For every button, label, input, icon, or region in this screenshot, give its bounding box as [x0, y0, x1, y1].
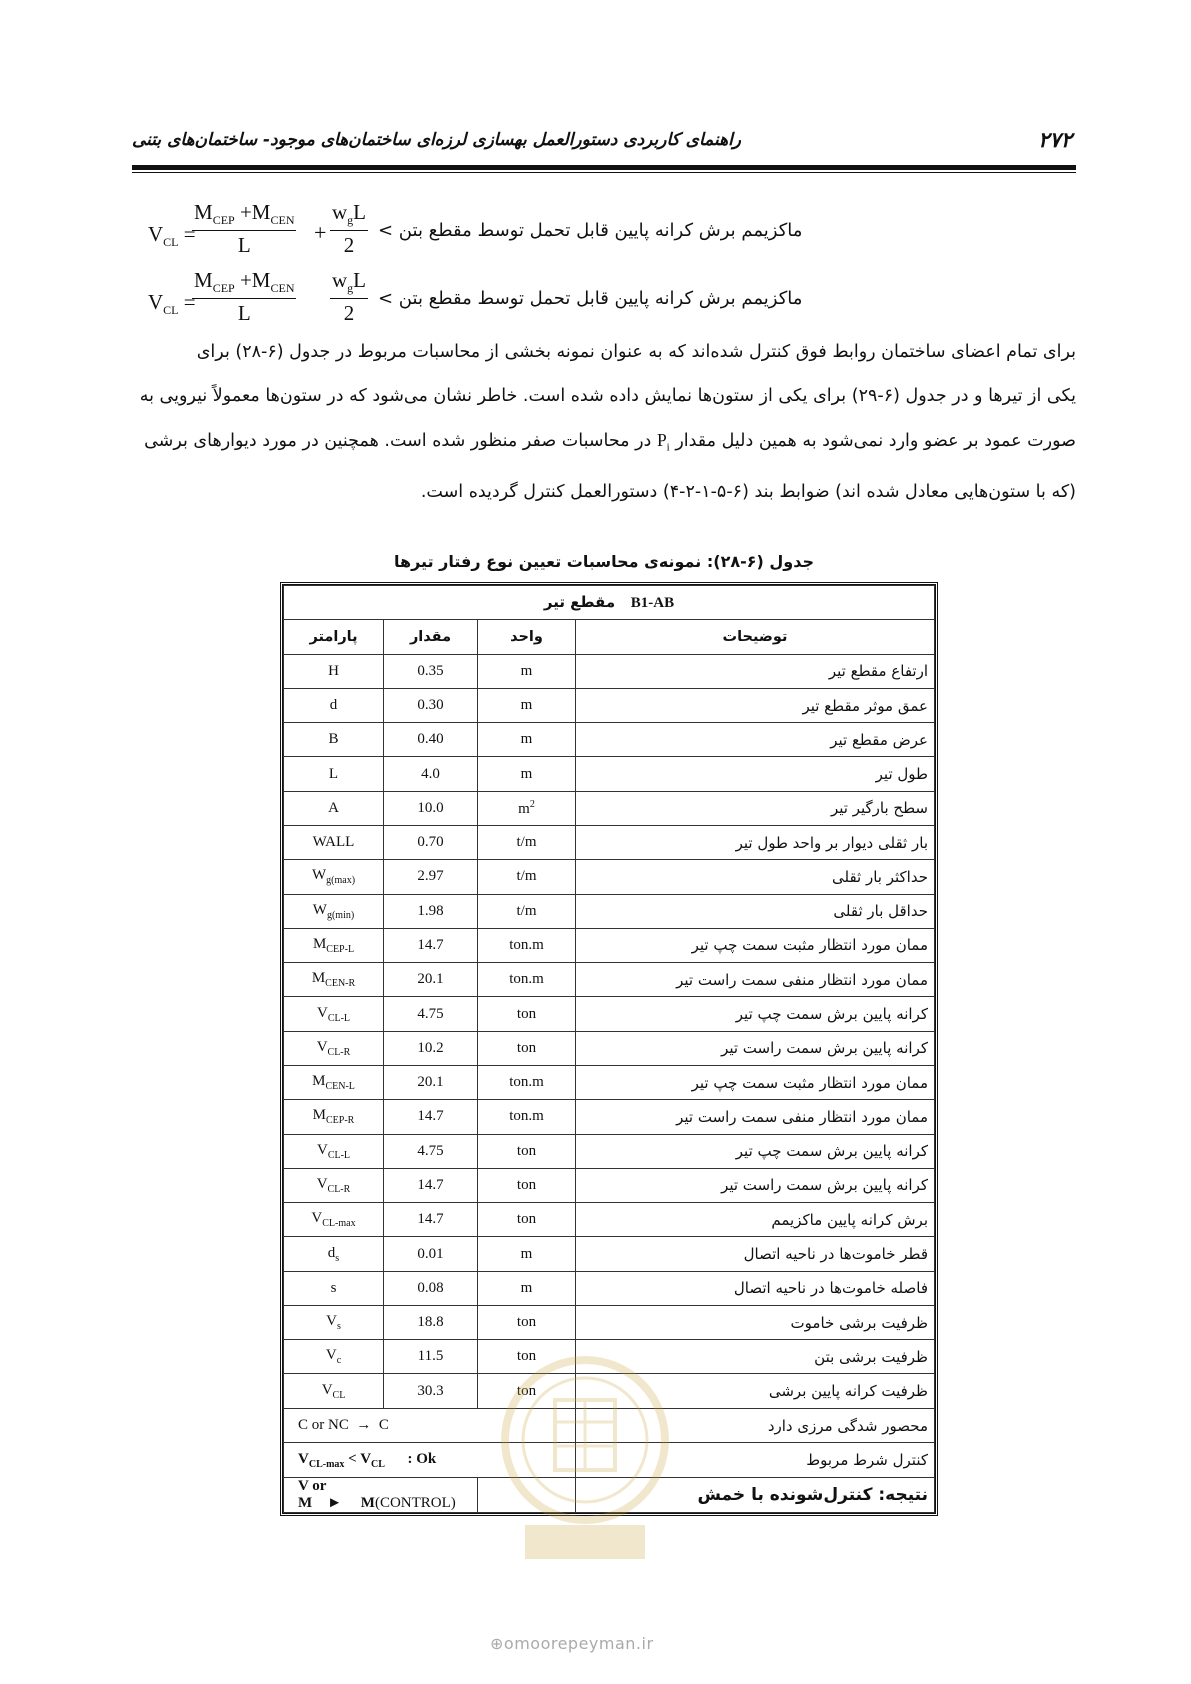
cell-unit: ton.m — [478, 928, 576, 962]
conclusion-desc: نتیجه: کنترل‌شونده با خمش — [576, 1477, 935, 1512]
table-row — [284, 1134, 935, 1168]
page-number: ۲۷۲ — [1038, 128, 1072, 152]
cell-param: $M_{CEP-L}$ — [284, 928, 384, 962]
cell-value: 2.97 — [384, 860, 478, 894]
cell-param: WALL — [284, 825, 384, 859]
cell-value: 14.7 — [384, 1203, 478, 1237]
cell-unit: m — [478, 757, 576, 791]
paragraph-line: یکی از تیرها و در جدول (۶-۲۹) برای یکی از ستون‌ها نمایش داده شده است. خاطر نشان می‌شود که در ستون‌ها معمولاً نیرویی به — [139, 386, 1076, 406]
body-paragraph — [132, 330, 1076, 514]
cell-unit: ton — [478, 1031, 576, 1065]
table-row — [284, 825, 935, 859]
cell-param: $M_{CEP-R}$ — [284, 1100, 384, 1134]
cell-value: 0.30 — [384, 688, 478, 722]
table-row — [284, 1203, 935, 1237]
table-row — [284, 688, 935, 722]
cell-unit: ton — [478, 1340, 576, 1374]
cell-desc: سطح بارگیر تیر — [576, 791, 935, 825]
equation-text: ماکزیمم برش کرانه پایین قابل تحمل توسط مقطع بتن > — [378, 288, 803, 309]
table-row — [284, 1305, 935, 1339]
table-row — [284, 928, 935, 962]
cell-unit: t/m — [478, 825, 576, 859]
cell-unit: m — [478, 688, 576, 722]
equation-text: ماکزیمم برش کرانه پایین قابل تحمل توسط مقطع بتن > — [378, 220, 803, 241]
cell-unit: ton.m — [478, 1065, 576, 1099]
cell-param: B — [284, 723, 384, 757]
cell-value: 10.0 — [384, 791, 478, 825]
equation-fraction-moment: $M_{CEP} +M_{CEN}$ L — [194, 268, 295, 326]
equation-fraction-gravity: $w_gL$ 2 — [332, 268, 366, 326]
cell-param: s — [284, 1271, 384, 1305]
header-rule-thin — [132, 172, 1076, 173]
cell-unit: ton.m — [478, 1100, 576, 1134]
cell-desc: حداکثر بار ثقلی — [576, 860, 935, 894]
cell-param: $M_{CEN-R}$ — [284, 963, 384, 997]
table-row — [284, 654, 935, 688]
table-caption: جدول (۶-۲۸): نمونه‌ی محاسبات تعیین نوع رفتار تیرها — [394, 552, 814, 571]
cell-unit: $m^2$ — [478, 791, 576, 825]
table-section-title: مقطع تیر B1-AB — [284, 586, 935, 620]
cell-unit: ton — [478, 1203, 576, 1237]
equation-2 — [140, 268, 1060, 328]
cell-desc: کرانه پایین برش سمت راست تیر — [576, 1031, 935, 1065]
cell-param: $M_{CEN-L}$ — [284, 1065, 384, 1099]
table-row — [284, 963, 935, 997]
cell-desc: ممان مورد انتظار منفی سمت راست تیر — [576, 1100, 935, 1134]
cell-value: 10.2 — [384, 1031, 478, 1065]
cell-unit: ton — [478, 1168, 576, 1202]
cell-value: 1.98 — [384, 894, 478, 928]
cell-desc: ارتفاع مقطع تیر — [576, 654, 935, 688]
globe-icon: ⊕ — [490, 1634, 504, 1653]
cell-param: $V_{CL}$ — [284, 1374, 384, 1409]
cell-value: 0.35 — [384, 654, 478, 688]
cell-desc: کرانه پایین برش سمت چپ تیر — [576, 997, 935, 1031]
conclusion-cell: V or M ► M(CONTROL) — [284, 1477, 478, 1512]
cell-param: L — [284, 757, 384, 791]
cell-param: $W_{g(max)}$ — [284, 860, 384, 894]
cell-unit: ton.m — [478, 963, 576, 997]
cell-param: A — [284, 791, 384, 825]
cell-desc: عرض مقطع تیر — [576, 723, 935, 757]
paragraph-line: (که با ستون‌هایی معادل شده اند) ضوابط بند (۶-۵-۱-۲-۴) دستورالعمل کنترل گردیده است. — [420, 481, 1076, 502]
paragraph-line: صورت عمود بر عضو وارد نمی‌شود به همین دلیل مقدار $P_i$ در محاسبات صفر منظور شده است. همچنین در مورد دیوارهای برشی — [144, 430, 1076, 454]
cell-value: 20.1 — [384, 963, 478, 997]
cell-param: $V_s$ — [284, 1305, 384, 1339]
cell-value: 11.5 — [384, 1340, 478, 1374]
cell-value: 4.75 — [384, 1134, 478, 1168]
cell-param: $V_{CL-R}$ — [284, 1168, 384, 1202]
cell-param: $d_s$ — [284, 1237, 384, 1271]
cell-desc: برش کرانه پایین ماکزیمم — [576, 1203, 935, 1237]
equation-lhs: $V_{CL}$ = — [148, 290, 196, 318]
cell-value: 14.7 — [384, 928, 478, 962]
cell-value: 0.70 — [384, 825, 478, 859]
cell-desc: کرانه پایین برش سمت راست تیر — [576, 1168, 935, 1202]
cell-value: 0.08 — [384, 1271, 478, 1305]
header-param: پارامتر — [284, 620, 384, 654]
cell-desc: بار ثقلی دیوار بر واحد طول تیر — [576, 825, 935, 859]
cell-unit: t/m — [478, 860, 576, 894]
check-cell: $V_{CL-max} < V_{CL}$ : Ok — [284, 1443, 576, 1477]
header-unit: واحد — [478, 620, 576, 654]
cell-desc: ممان مورد انتظار منفی سمت راست تیر — [576, 963, 935, 997]
equation-fraction-gravity: $w_gL$ 2 — [332, 200, 366, 258]
table-row — [284, 860, 935, 894]
table-row — [284, 1100, 935, 1134]
header-value: مقدار — [384, 620, 478, 654]
table-row — [284, 791, 935, 825]
running-title: راهنمای کاربردی دستورالعمل بهسازی لرزه‌ای ساختمان‌های موجود- ساختمان‌های بتنی — [132, 130, 742, 150]
cell-unit: m — [478, 1237, 576, 1271]
cell-desc: کرانه پایین برش سمت چپ تیر — [576, 1134, 935, 1168]
cell-value: 0.01 — [384, 1237, 478, 1271]
cell-param: d — [284, 688, 384, 722]
cell-value: 14.7 — [384, 1100, 478, 1134]
cell-value: 30.3 — [384, 1374, 478, 1409]
cell-value: 14.7 — [384, 1168, 478, 1202]
cell-desc: قطر خاموت‌ها در ناحیه اتصال — [576, 1237, 935, 1271]
table-row — [284, 1340, 935, 1374]
table-row — [284, 1374, 935, 1409]
beam-behavior-table — [280, 582, 938, 1516]
cell-param: H — [284, 654, 384, 688]
cell-param: $V_{CL-L}$ — [284, 1134, 384, 1168]
cell-unit: ton — [478, 1374, 576, 1409]
table-row — [284, 997, 935, 1031]
cell-desc: ظرفیت کرانه پایین برشی — [576, 1374, 935, 1409]
cell-desc: ممان مورد انتظار مثبت سمت چپ تیر — [576, 1065, 935, 1099]
cell-unit: ton — [478, 997, 576, 1031]
equation-lhs: $V_{CL}$ = — [148, 222, 196, 250]
cell-value: 4.75 — [384, 997, 478, 1031]
cell-unit: m — [478, 1271, 576, 1305]
equation-fraction-moment: $M_{CEP} +M_{CEN}$ L — [194, 200, 295, 258]
page-header — [132, 128, 1076, 158]
conclusion-blank — [478, 1477, 576, 1512]
cell-unit: m — [478, 723, 576, 757]
cell-param: $V_{CL-L}$ — [284, 997, 384, 1031]
cell-desc: حداقل بار ثقلی — [576, 894, 935, 928]
table-row — [284, 1168, 935, 1202]
cell-desc: ظرفیت برشی خاموت — [576, 1305, 935, 1339]
paragraph-line: برای تمام اعضای ساختمان روابط فوق کنترل شده‌اند که به عنوان نمونه بخشی از محاسبات مربوط در جدول (۶-۲۸) برای — [196, 342, 1076, 362]
cell-desc: ظرفیت برشی بتن — [576, 1340, 935, 1374]
cell-value: 4.0 — [384, 757, 478, 791]
cell-param: $W_{g(min)}$ — [284, 894, 384, 928]
check-desc: کنترل شرط مربوط — [576, 1443, 935, 1477]
footer-site: ⊕omoorepeyman.ir — [490, 1634, 654, 1653]
confinement-desc: محصور شدگی مرزی دارد — [576, 1409, 935, 1443]
equation-1 — [140, 200, 1060, 260]
cell-value: 0.40 — [384, 723, 478, 757]
cell-param: $V_{CL-R}$ — [284, 1031, 384, 1065]
header-rule-thick — [132, 165, 1076, 170]
table-row — [284, 1065, 935, 1099]
table-row — [284, 723, 935, 757]
cell-desc: ممان مورد انتظار مثبت سمت چپ تیر — [576, 928, 935, 962]
header-desc: توضیحات — [576, 620, 935, 654]
table-row — [284, 894, 935, 928]
cell-unit: m — [478, 654, 576, 688]
confinement-cell: C or NC → C — [284, 1409, 576, 1443]
cell-desc: طول تیر — [576, 757, 935, 791]
cell-desc: عمق موثر مقطع تیر — [576, 688, 935, 722]
cell-param: $V_c$ — [284, 1340, 384, 1374]
cell-unit: t/m — [478, 894, 576, 928]
table-row — [284, 1031, 935, 1065]
table-row — [284, 1271, 935, 1305]
cell-desc: فاصله خاموت‌ها در ناحیه اتصال — [576, 1271, 935, 1305]
equation-operator: + — [314, 220, 327, 245]
cell-param: $V_{CL-max}$ — [284, 1203, 384, 1237]
table-row — [284, 757, 935, 791]
cell-unit: ton — [478, 1134, 576, 1168]
cell-value: 20.1 — [384, 1065, 478, 1099]
cell-unit: ton — [478, 1305, 576, 1339]
cell-value: 18.8 — [384, 1305, 478, 1339]
table-row — [284, 1237, 935, 1271]
